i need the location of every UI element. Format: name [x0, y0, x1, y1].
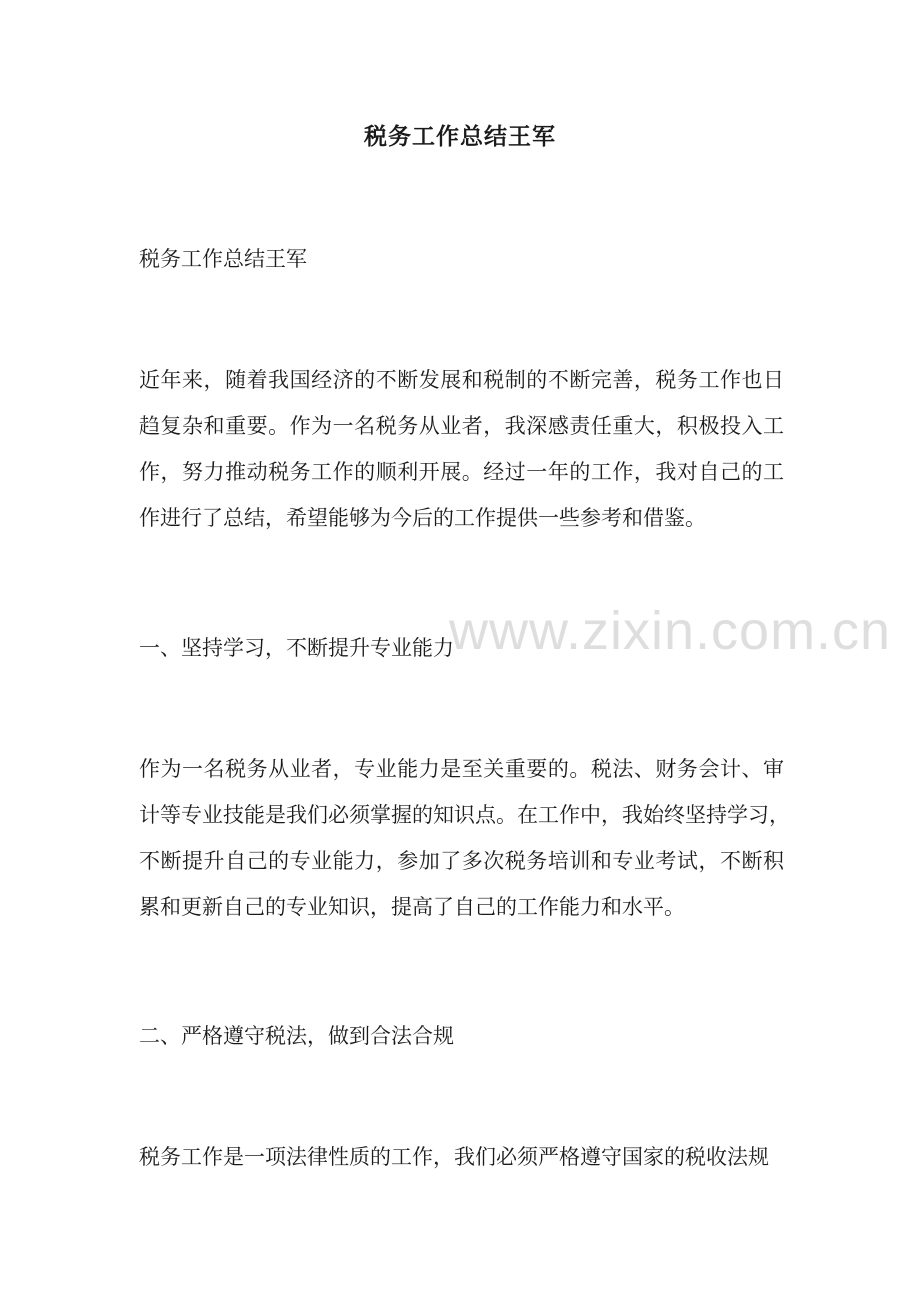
document-title: 税务工作总结王军: [364, 123, 556, 150]
paragraph-line: 趋复杂和重要。作为一名税务从业者，我深感责任重大，积极投入工: [139, 414, 784, 438]
paragraph-line: 作，努力推动税务工作的顺利开展。经过一年的工作，我对自己的工: [139, 460, 784, 484]
section-heading-1: 一、坚持学习，不断提升专业能力: [139, 636, 454, 660]
paragraph-line: 计等专业技能是我们必须掌握的知识点。在工作中，我始终坚持学习，: [139, 803, 790, 827]
document-subtitle: 税务工作总结王军: [139, 247, 307, 271]
paragraph-line: 近年来，随着我国经济的不断发展和税制的不断完善，税务工作也日: [139, 368, 784, 392]
section-heading-2: 二、严格遵守税法，做到合法合规: [139, 1024, 454, 1048]
watermark: www.zixin.com.cn: [449, 601, 892, 661]
paragraph-line: 累和更新自己的专业知识，提高了自己的工作能力和水平。: [139, 895, 685, 919]
section-2-paragraph: [139, 1140, 784, 1186]
section-1-paragraph: [139, 752, 790, 936]
paragraph-line: 税务工作是一项法律性质的工作，我们必须严格遵守国家的税收法规: [139, 1145, 769, 1169]
intro-paragraph: [139, 363, 784, 547]
paragraph-line: 作进行了总结，希望能够为今后的工作提供一些参考和借鉴。: [139, 506, 706, 530]
paragraph-line: 作为一名税务从业者，专业能力是至关重要的。税法、财务会计、审: [139, 757, 784, 781]
paragraph-line: 不断提升自己的专业能力，参加了多次税务培训和专业考试，不断积: [139, 849, 784, 873]
